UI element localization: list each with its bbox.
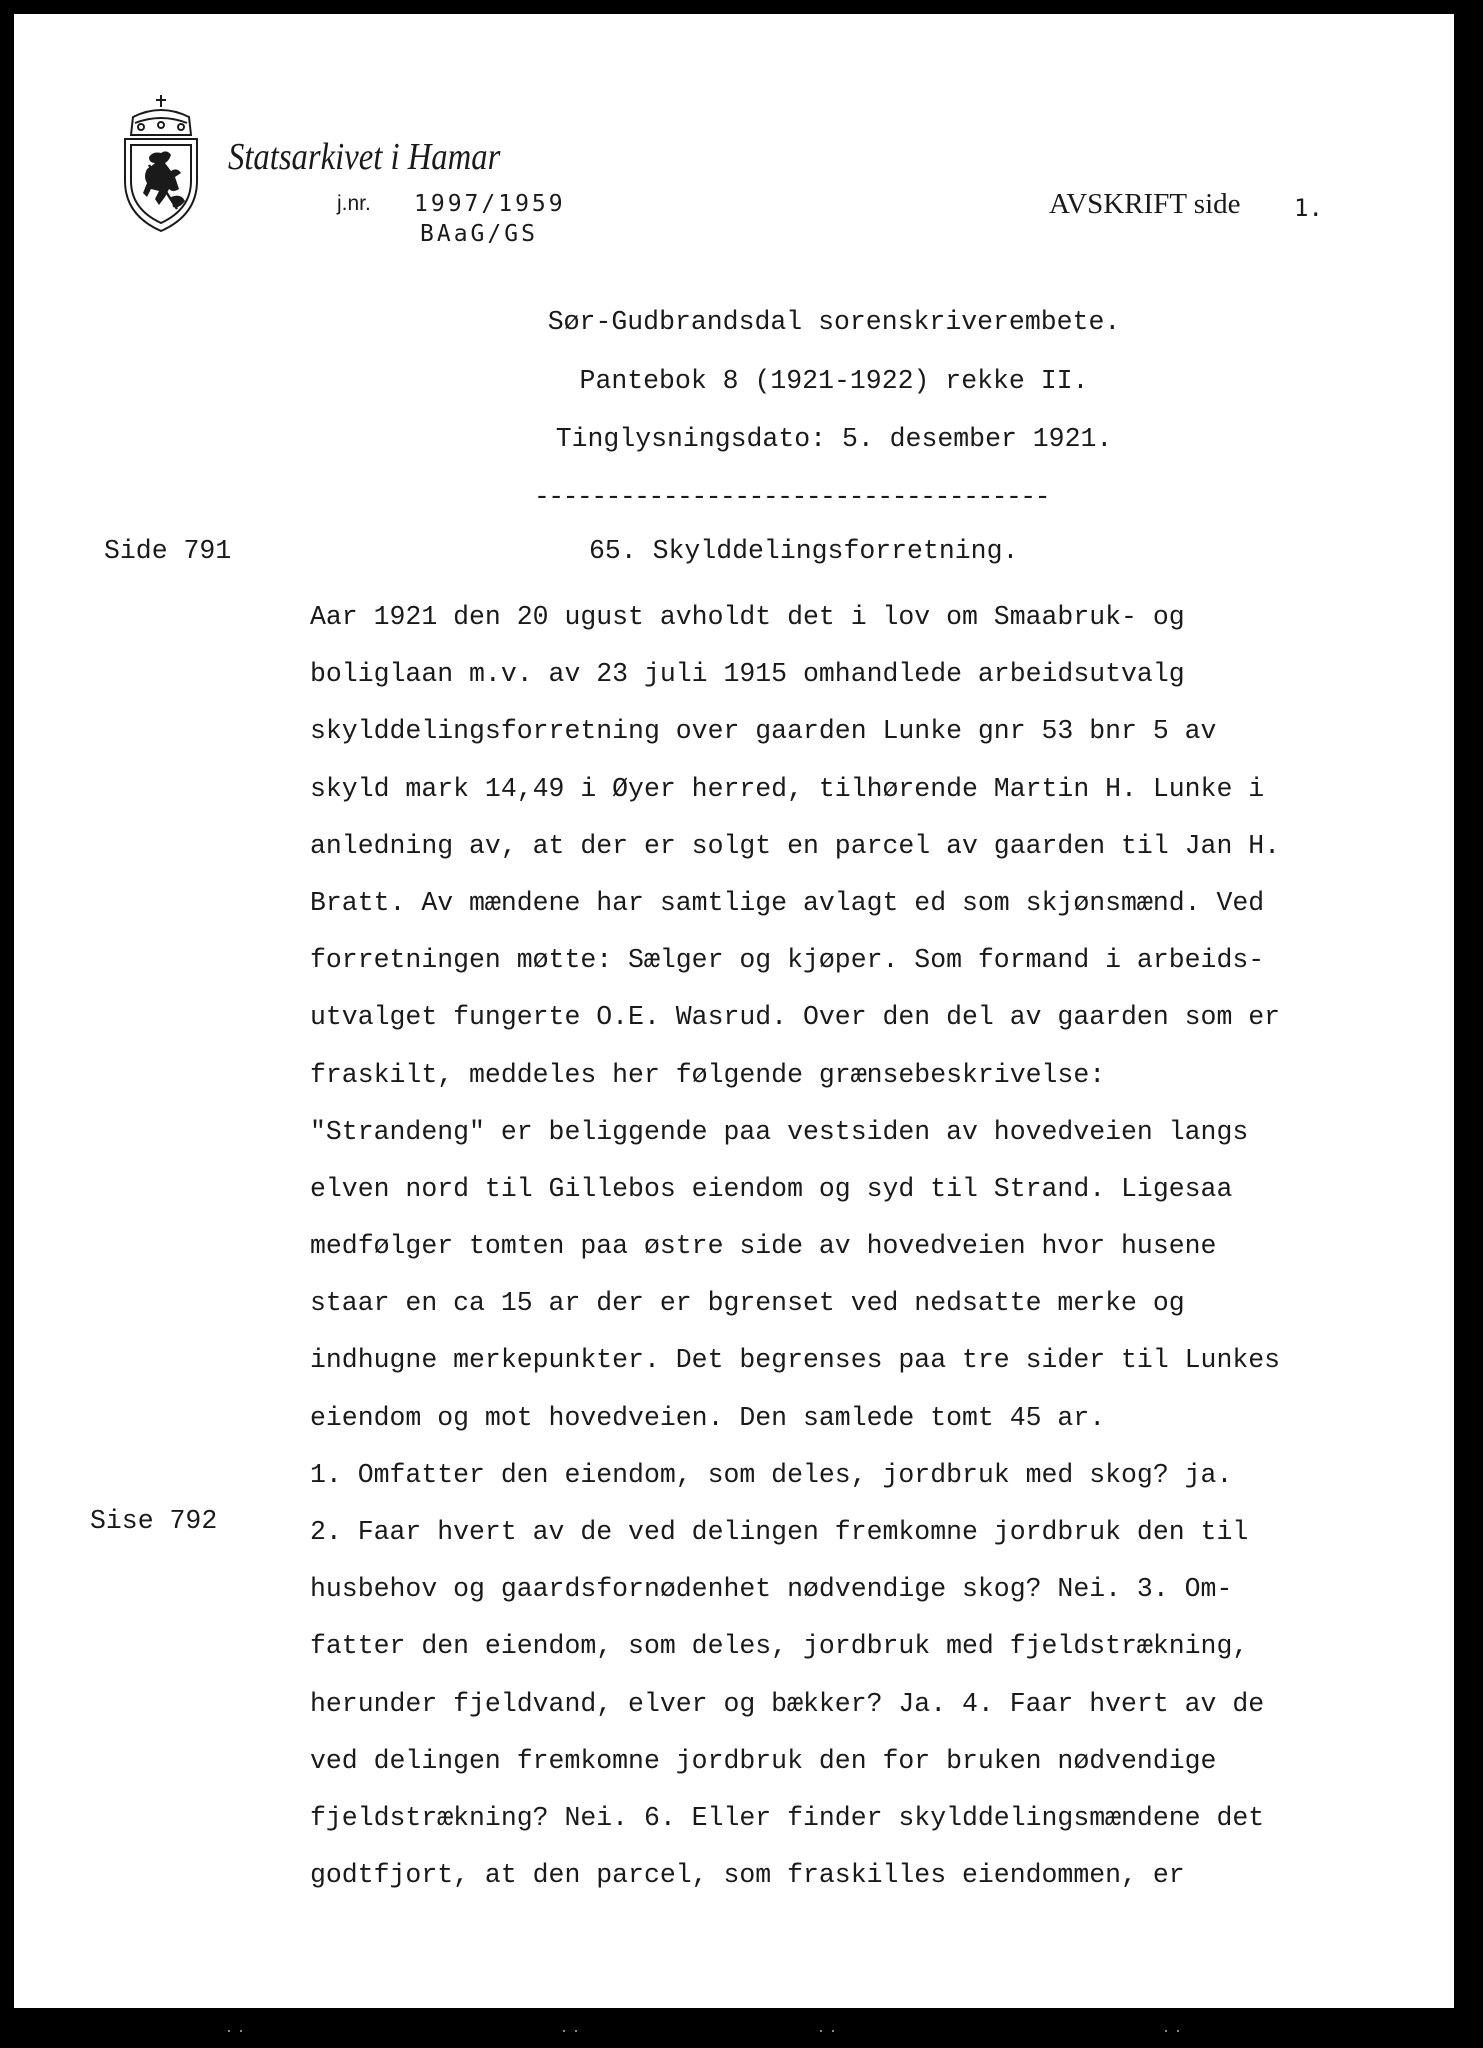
- text-line: anledning av, at der er solgt en parcel av gaarden til Jan H.: [310, 830, 1281, 861]
- text-line: forretningen møtte: Sælger og kjøper. Som formand i arbeids-: [310, 945, 1265, 976]
- page-number: 1.: [1294, 194, 1323, 222]
- text-line: skyld mark 14,49 i Øyer herred, tilhørende Martin H. Lunke i: [310, 773, 1265, 804]
- registration-date-heading: Tinglysningsdato: 5. desember 1921.: [555, 424, 1113, 454]
- text-line: ved delingen fremkomne jordbruk den for bruken nødvendige: [310, 1745, 1217, 1776]
- text-line: medfølger tomten paa østre side av hovedveien hvor husene: [310, 1231, 1217, 1262]
- text-line: fjeldstrækning? Nei. 6. Eller finder skylddelingsmændene det: [310, 1802, 1265, 1833]
- text-line: eiendom og mot hovedveien. Den samlede tomt 45 ar.: [310, 1402, 1106, 1433]
- text-line: elven nord til Gillebos eiendom og syd til Strand. Ligesaa: [310, 1173, 1233, 1204]
- text-line: godtfjort, at den parcel, som fraskilles eiendommen, er: [310, 1860, 1185, 1891]
- coat-of-arms-icon: [119, 93, 204, 233]
- dashed-separator: ------------------------------------: [534, 482, 1049, 512]
- text-line: boliglaan m.v. av 23 juli 1915 omhandlede arbeidsutvalg: [310, 659, 1185, 690]
- archive-name: Statsarkivet i Hamar: [228, 136, 501, 178]
- text-line: fraskilt, meddeles her følgende grænsebeskrivelse:: [310, 1059, 1106, 1090]
- office-heading: Sør-Gudbrandsdal sorenskriverembete.: [547, 307, 1121, 337]
- text-line: fatter den eiendom, som deles, jordbruk med fjeldstrækning,: [310, 1631, 1249, 1662]
- text-line: skylddelingsforretning over gaarden Lunke gnr 53 bnr 5 av: [310, 716, 1217, 747]
- document-page: [14, 14, 1454, 2008]
- text-line: husbehov og gaardsfornødenhet nødvendige skog? Nei. 3. Om-: [310, 1574, 1233, 1605]
- text-line: 2. Faar hvert av de ved delingen fremkomne jordbruk den til: [310, 1517, 1249, 1547]
- text-line: "Strandeng" er beliggende paa vestsiden av hovedveien langs: [310, 1116, 1249, 1147]
- text-line: staar en ca 15 ar der er bgrenset ved nedsatte merke og: [310, 1288, 1185, 1319]
- section-title: 65. Skylddelingsforretning.: [589, 536, 1019, 566]
- text-line: Aar 1921 den 20 ugust avholdt det i lov om Smaabruk- og: [310, 602, 1185, 632]
- body-text: [310, 589, 1280, 1904]
- text-line: indhugne merkepunkter. Det begrenses paa tre sider til Lunkes: [310, 1345, 1281, 1376]
- journal-number-label: j.nr.: [337, 192, 371, 215]
- scan-edge-specks: [0, 2028, 1483, 2034]
- text-line: herunder fjeldvand, elver og bækker? Ja. 4. Faar hvert av de: [310, 1688, 1265, 1719]
- book-heading: Pantebok 8 (1921-1922) rekke II.: [579, 366, 1089, 396]
- reference-code: BAaG/GS: [420, 221, 538, 247]
- journal-number: 1997/1959: [414, 191, 566, 217]
- avskrift-label: AVSKRIFT side: [1049, 188, 1241, 220]
- margin-note-side-791: Side 791: [104, 536, 232, 566]
- margin-note-side-792: Sise 792: [90, 1506, 218, 1536]
- text-line: utvalget fungerte O.E. Wasrud. Over den del av gaarden som er: [310, 1002, 1281, 1033]
- text-line: 1. Omfatter den eiendom, som deles, jordbruk med skog? ja.: [310, 1459, 1233, 1490]
- text-line: Bratt. Av mændene har samtlige avlagt ed som skjønsmænd. Ved: [310, 887, 1265, 918]
